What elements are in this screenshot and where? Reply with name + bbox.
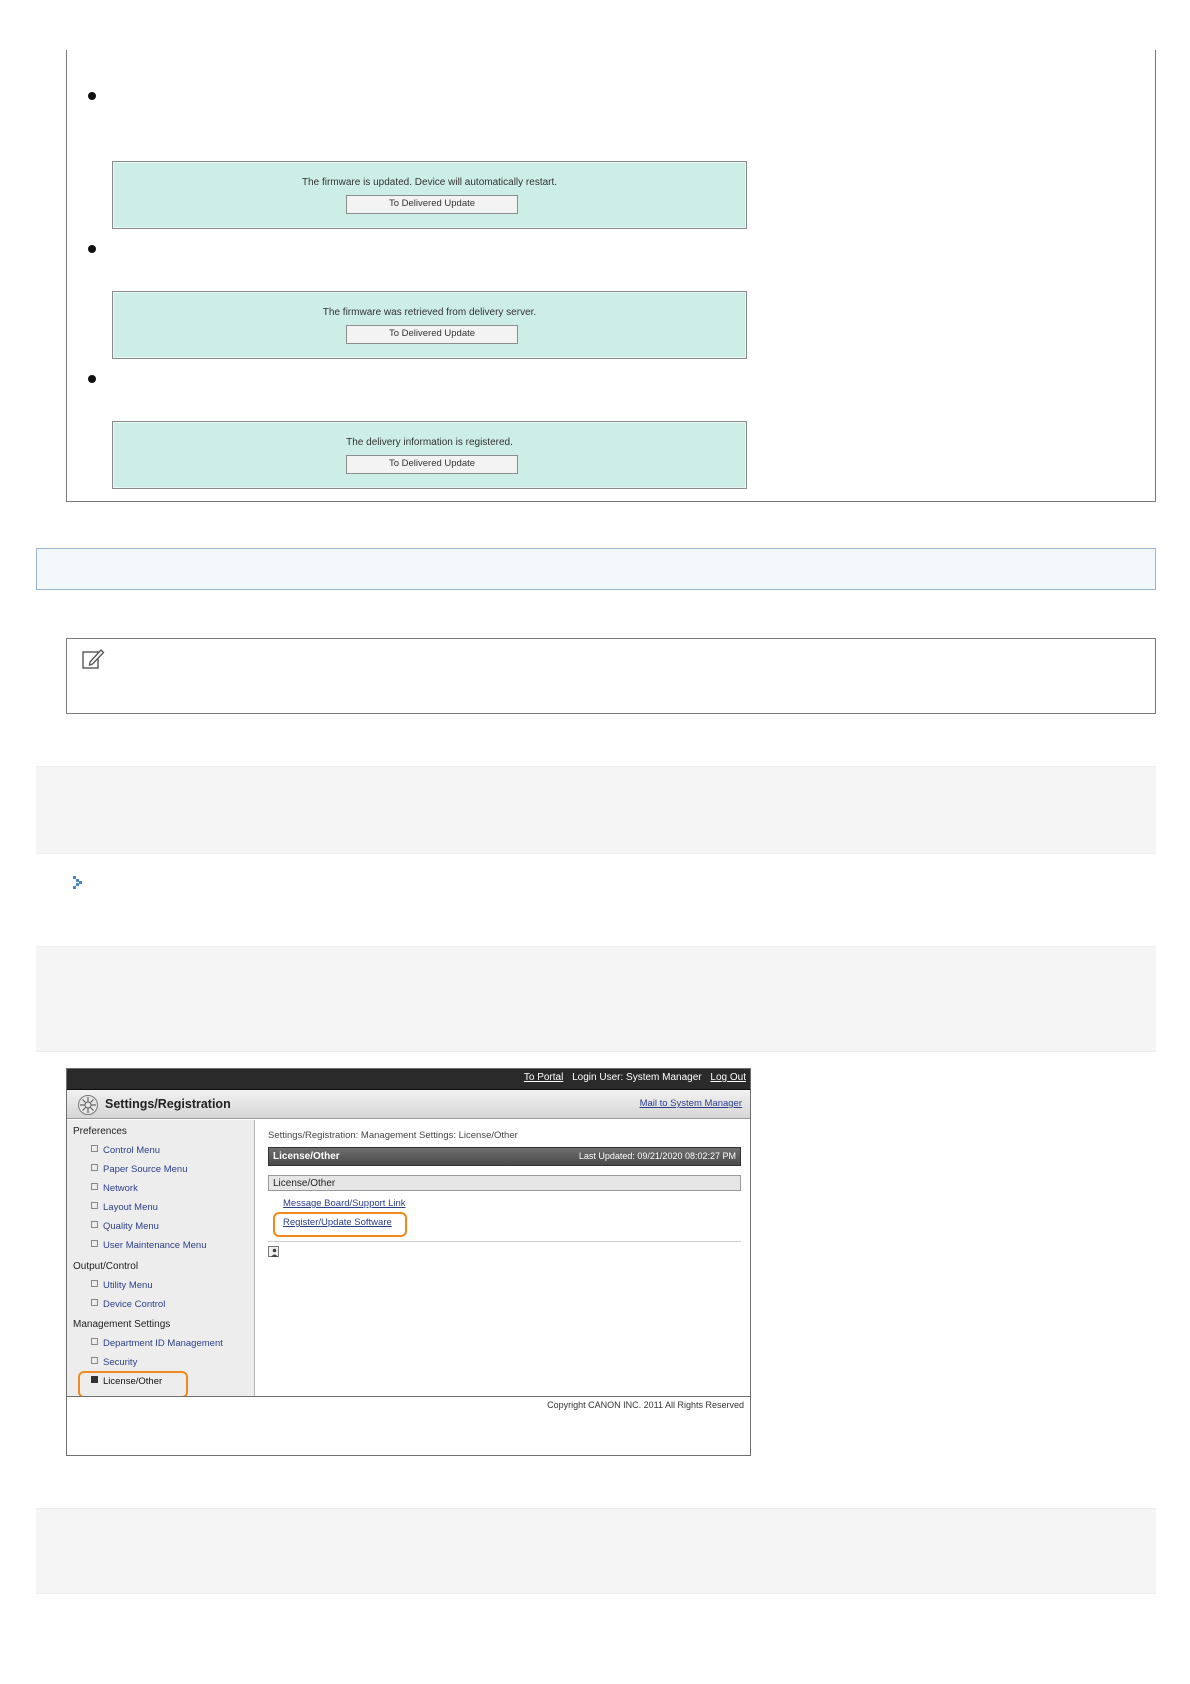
sidebar-item-quality-menu[interactable]: Quality Menu — [91, 1221, 159, 1232]
last-updated: Last Updated: 09/21/2020 08:02:27 PM — [578, 1151, 736, 1161]
copyright: Copyright CANON INC. 2011 All Rights Reserved — [547, 1400, 744, 1410]
message-text: The firmware is updated. Device will automatically restart. — [301, 177, 558, 188]
sidebar — [67, 1120, 255, 1396]
arrow-right-icon — [72, 874, 84, 893]
header — [67, 1090, 750, 1119]
highlight-register-update-software — [273, 1212, 407, 1237]
message-text: The delivery information is registered. — [346, 437, 513, 448]
divider — [268, 1241, 741, 1242]
bullet — [88, 375, 96, 383]
footer — [67, 1396, 750, 1455]
to-delivered-update-button[interactable]: To Delivered Update — [346, 455, 518, 474]
login-user-text: Login User: System Manager — [572, 1072, 702, 1083]
panel-title: License/Other — [273, 1151, 340, 1162]
to-portal-link[interactable]: To Portal — [523, 1072, 564, 1083]
page-title: Settings/Registration — [105, 1097, 231, 1111]
message-board-support-link[interactable]: Message Board/Support Link — [283, 1198, 406, 1209]
top-bar — [67, 1069, 750, 1090]
sidebar-item-user-maintenance-menu[interactable]: User Maintenance Menu — [91, 1240, 207, 1251]
note-icon — [81, 647, 105, 675]
settings-registration-screenshot — [66, 1068, 751, 1456]
step-bar — [36, 946, 1156, 1052]
sidebar-heading-management-settings: Management Settings — [73, 1319, 171, 1330]
section-title: License/Other — [273, 1178, 336, 1189]
settings-logo-icon — [77, 1094, 99, 1120]
sidebar-item-device-control[interactable]: Device Control — [91, 1299, 165, 1310]
breadcrumb: Settings/Registration: Management Settings: License/Other — [268, 1130, 518, 1141]
main-content — [256, 1120, 750, 1396]
sidebar-item-layout-menu[interactable]: Layout Menu — [91, 1202, 158, 1213]
panel-title-bar — [268, 1147, 741, 1166]
mail-to-system-manager-link[interactable]: Mail to System Manager — [639, 1098, 742, 1109]
page-top-icon[interactable] — [268, 1246, 279, 1257]
section-heading-bar — [36, 548, 1156, 590]
sidebar-item-department-id-management[interactable]: Department ID Management — [91, 1338, 223, 1349]
highlight-license-other — [78, 1371, 188, 1398]
sidebar-heading-preferences: Preferences — [73, 1126, 127, 1137]
bullet — [88, 92, 96, 100]
register-update-software-link[interactable]: Register/Update Software — [283, 1217, 392, 1228]
log-out-link[interactable]: Log Out — [710, 1072, 746, 1083]
sidebar-item-utility-menu[interactable]: Utility Menu — [91, 1280, 153, 1291]
to-delivered-update-button[interactable]: To Delivered Update — [346, 325, 518, 344]
note-box — [66, 638, 1156, 714]
message-panel — [112, 421, 747, 489]
step-bar — [36, 766, 1156, 854]
sidebar-item-paper-source-menu[interactable]: Paper Source Menu — [91, 1164, 188, 1175]
section-title-bar — [268, 1175, 741, 1191]
message-panel — [112, 291, 747, 359]
message-text: The firmware was retrieved from delivery server. — [322, 307, 537, 318]
step-bar — [36, 1508, 1156, 1594]
message-panel — [112, 161, 747, 229]
sidebar-heading-output-control: Output/Control — [73, 1261, 139, 1272]
sidebar-item-license-other[interactable]: License/Other — [91, 1376, 162, 1387]
sidebar-item-security[interactable]: Security — [91, 1357, 137, 1368]
bullet — [88, 245, 96, 253]
to-delivered-update-button[interactable]: To Delivered Update — [346, 195, 518, 214]
sidebar-item-control-menu[interactable]: Control Menu — [91, 1145, 160, 1156]
sidebar-item-network[interactable]: Network — [91, 1183, 138, 1194]
